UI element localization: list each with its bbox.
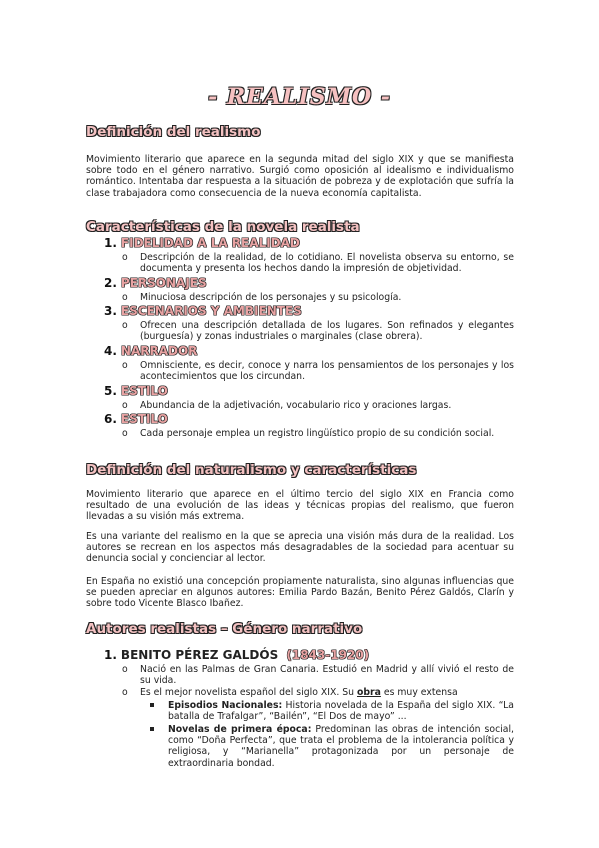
bullet-icon: o <box>122 400 128 411</box>
bullet-icon: o <box>122 428 128 439</box>
list-item-desc: Omnisciente, es decir, conoce y narra los pensamientos de los personajes y los acontecimientos que los circundan. <box>140 360 514 383</box>
list-item-number: 4. NARRADOR <box>104 344 198 358</box>
bullet-icon: o <box>122 360 128 371</box>
bullet-icon: o <box>122 320 128 331</box>
list-item-desc: Minuciosa descripción de los personajes y su psicología. <box>140 292 402 303</box>
author-heading: 1. BENITO PÉREZ GALDÓS (1843-1920) <box>104 648 370 662</box>
bullet-icon: o <box>122 664 128 675</box>
list-item-desc: Descripción de la realidad, de lo cotidiano. El novelista observa su entorno, se documenta y presenta los hechos dando la impresión de objetividad. <box>140 252 514 275</box>
list-item-desc: Nació en las Palmas de Gran Canaria. Estudió en Madrid y allí vivió el resto de su vida. <box>140 664 514 687</box>
page-title: - REALISMO - <box>208 84 391 110</box>
list-item-desc: Es el mejor novelista español del siglo XIX. Su obra es muy extensa <box>140 687 458 698</box>
author-dates: (1843-1920) <box>286 648 370 662</box>
heading-caracteristicas: Características de la novela realista <box>86 219 360 235</box>
list-item-number: 6. ESTILO <box>104 412 168 426</box>
heading-naturalismo: Definición del naturalismo y características <box>86 462 417 478</box>
list-item-title: NARRADOR <box>120 344 198 358</box>
square-bullet-icon <box>150 727 154 731</box>
list-item-title: ESTILO <box>120 412 168 426</box>
bullet-icon: o <box>122 252 128 263</box>
square-bullet-icon <box>150 703 154 707</box>
list-item-number: 2. PERSONAJES <box>104 276 207 290</box>
list-item-title: ESTILO <box>120 384 168 398</box>
paragraph-naturalismo-1: Movimiento literario que aparece en el último tercio del siglo XIX en Francia como resultado de una evolución de las ideas y técnicas propias del realismo, que fueron llevadas a su visión más extrema. <box>86 489 514 523</box>
list-item-number: 5. ESTILO <box>104 384 168 398</box>
keyword-obra: obra <box>357 687 381 698</box>
list-item-number: 1. FIDELIDAD A LA REALIDAD <box>104 236 300 250</box>
paragraph-naturalismo-2: Es una variante del realismo en la que se aprecia una visión más dura de la realidad. Los autores se recrean en los aspectos más desagradables de la sociedad para acentuar su denuncia social y concienciar al lector. <box>86 531 514 565</box>
heading-autores: Autores realistas – Género narrativo <box>86 621 363 637</box>
list-item-title: ESCENARIOS Y AMBIENTES <box>120 304 302 318</box>
author-name: BENITO PÉREZ GALDÓS <box>120 648 279 662</box>
paragraph-naturalismo-3: En España no existió una concepción propiamente naturalista, sino algunas influencias que se pueden apreciar en algunos autores: Emilia Pardo Bazán, Benito Pérez Galdós, Clarín y sobre todo Vicente Blasco Ibañez. <box>86 576 514 610</box>
sub-item-key: Episodios Nacionales: <box>168 700 283 711</box>
list-item-desc: Ofrecen una descripción detallada de los lugares. Son refinados y elegantes (burguesía) y zonas industriales o marginales (clase obrera). <box>140 320 514 343</box>
list-item-desc: Abundancia de la adjetivación, vocabulario rico y oraciones largas. <box>140 400 452 411</box>
bullet-icon: o <box>122 292 128 303</box>
list-item-desc: Cada personaje emplea un registro lingüístico propio de su condición social. <box>140 428 495 439</box>
list-item-title: PERSONAJES <box>120 276 207 290</box>
sub-item-key: Novelas de primera época: <box>168 724 312 735</box>
paragraph-definicion-realismo: Movimiento literario que aparece en la segunda mitad del siglo XIX y que se manifiesta sobre todo en el género narrativo. Surgió como oposición al idealismo e individualismo romántico. Intentaba dar respuesta a la situación de pobreza y de explotación que sufría la clase trabajadora como consecuencia de la nueva economía capitalista. <box>86 154 514 199</box>
bullet-icon: o <box>122 687 128 698</box>
document-page: - REALISMO - Definición del realismo Movimiento literario que aparece en la segunda mitad del siglo XIX y que se manifiesta sobre todo en el género narrativo. Surgió como oposición al idealismo e individualismo romántico. Intentaba dar respuesta a la situación de pobreza y de explotación que sufría la clase trabajadora como consecuencia de la nueva economía capitalista. Características de la novela realista 1. FIDELIDAD A LA REALIDAD o Descripción de la realidad, de lo cotidiano. El novelista observa su entorno, se documenta y presenta los hechos dando la impresión de objetividad. 2. PERSONAJES o Minuciosa descripción de los personajes y su psicología. 3. ESCENARIOS Y AMBIENTES o Ofrecen una descripción detallada de los lugares. Son refinados y elegantes (burguesía) y zonas industriales o marginales (clase obrera). 4. NARRADOR o Omnisciente, es decir, conoce y narra los pensamientos de los personajes y los acontecimientos que los circundan. 5. ESTILO o Abundancia de la adjetivación, vocabulario rico y oraciones largas. 6. ESTILO o Cada personaje emplea un registro lingüístico propio de su condición social. Definición del naturalismo y características Movimiento literario que aparece en el último tercio del siglo XIX en Francia como resultado de una evolución de las ideas y técnicas propias del realismo, que fueron llevadas a su visión más extrema. Es una variante del realismo en la que se aprecia una visión más dura de la realidad. Los autores se recrean en los aspectos más desagradables de la sociedad para acentuar su denuncia social y concienciar al lector. En España no existió una concepción propiamente naturalista, sino algunas influencias que se pueden apreciar en algunos autores: Emilia Pardo Bazán, Benito Pérez Galdós, Clarín y sobre todo Vicente Blasco Ibañez. Autores realistas – Género narrativo 1. BENITO PÉREZ GALDÓS (1843-1920) o Nació en las Palmas de Gran Canaria. Estudió en Madrid y allí vivió el resto de su vida. o Es el mejor novelista español del siglo XIX. Su obra es muy extensa Episodios Nacionales: Historia novelada de la España del siglo XIX. “La batalla de Trafalgar”, “Bailén”, “El Dos de mayo” ... Novelas de primera época: Predominan las obras de intención social, como “Doña Perfecta”, que trata el problema de la intolerancia política y religiosa, y “Marianella” protagonizada por un personaje de extraordinaria bondad. <box>0 0 599 848</box>
list-item-title: FIDELIDAD A LA REALIDAD <box>120 236 300 250</box>
heading-definicion-realismo: Definición del realismo <box>86 124 261 140</box>
list-item-number: 3. ESCENARIOS Y AMBIENTES <box>104 304 302 318</box>
